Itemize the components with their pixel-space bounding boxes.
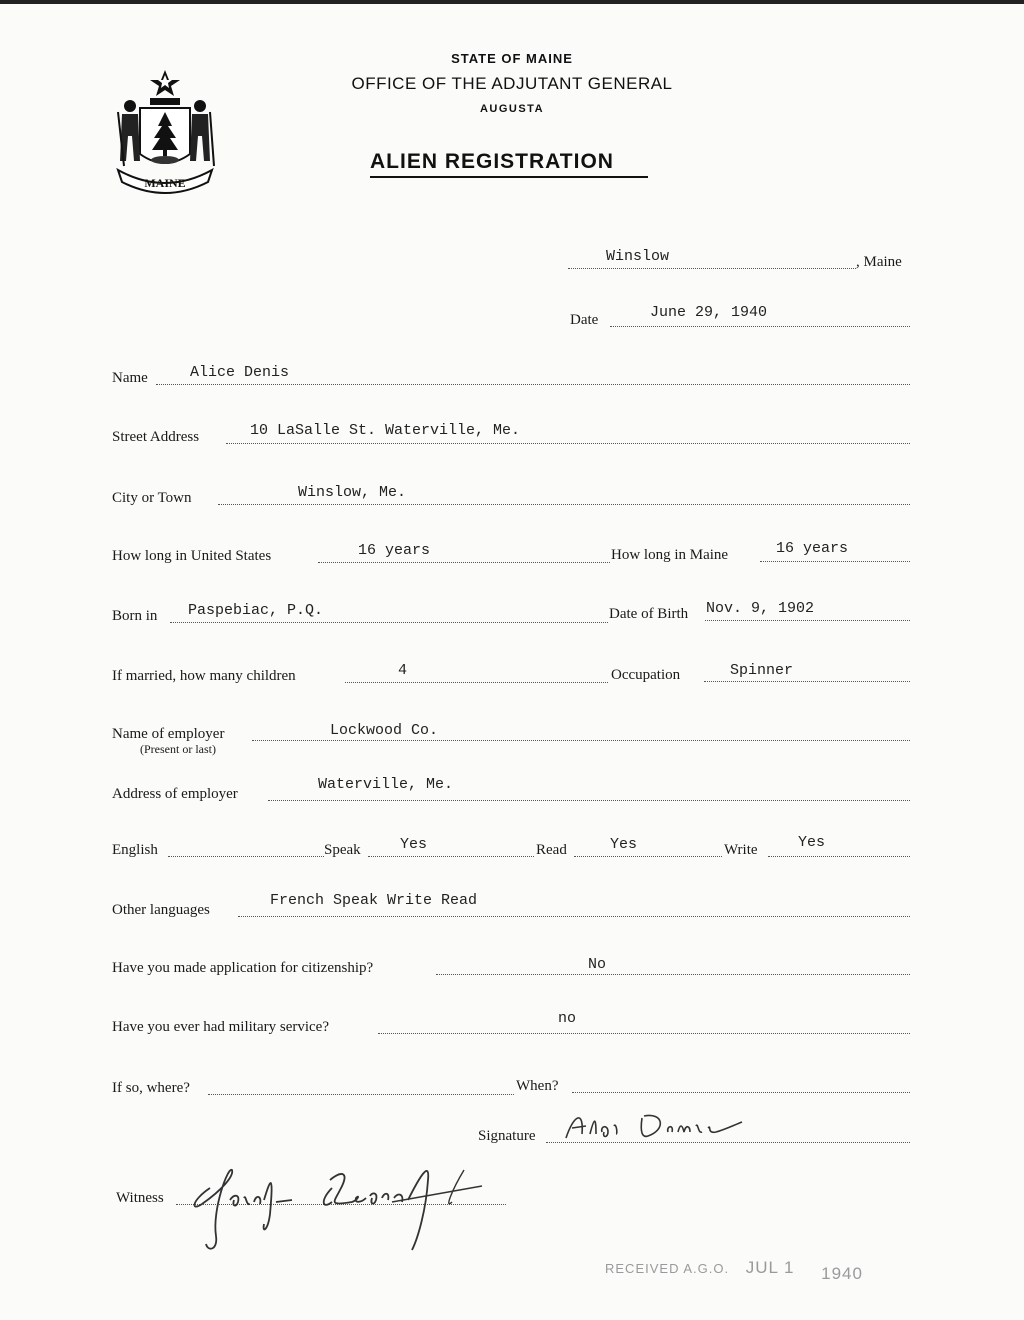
employer-value: Lockwood Co.	[330, 722, 439, 739]
speak-label: Speak	[324, 842, 361, 858]
where-line	[208, 1094, 514, 1095]
title-underline	[370, 176, 648, 178]
city-label: City or Town	[112, 490, 192, 506]
write-value: Yes	[798, 834, 826, 851]
emp-addr-line	[268, 800, 910, 801]
military-line	[378, 1033, 910, 1034]
stamp-received: RECEIVED A.G.O.	[605, 1261, 730, 1276]
english-label: English	[112, 842, 158, 858]
employer-label: Name of employer	[112, 726, 225, 742]
scan-border	[0, 0, 1024, 4]
other-line	[238, 916, 910, 917]
children-value: 4	[398, 662, 408, 679]
emp-addr-value: Waterville, Me.	[318, 776, 454, 793]
military-value: no	[558, 1010, 577, 1027]
dob-value: Nov. 9, 1902	[706, 600, 815, 617]
citizenship-label: Have you made application for citizenship?	[112, 960, 374, 976]
us-value: 16 years	[358, 542, 431, 559]
read-value: Yes	[610, 836, 638, 853]
form-title: ALIEN REGISTRATION	[370, 150, 614, 173]
read-line	[574, 856, 722, 857]
name-value: Alice Denis	[190, 364, 290, 381]
other-label: Other languages	[112, 902, 210, 918]
born-value: Paspebiac, P.Q.	[188, 602, 324, 619]
witness-signature-handwriting	[182, 1140, 502, 1260]
english-line	[168, 856, 324, 857]
when-line	[572, 1092, 910, 1093]
maine-line	[760, 561, 910, 562]
signature-label: Signature	[478, 1128, 536, 1144]
maine-label: How long in Maine	[611, 547, 729, 563]
street-line	[226, 443, 910, 444]
occupation-value: Spinner	[730, 662, 794, 679]
military-label: Have you ever had military service?	[112, 1019, 329, 1035]
date-line	[610, 326, 910, 327]
speak-value: Yes	[400, 836, 428, 853]
employer-line	[252, 740, 910, 741]
employer-sublabel: (Present or last)	[140, 742, 216, 756]
street-label: Street Address	[112, 429, 200, 445]
date-value: June 29, 1940	[650, 304, 768, 321]
other-value: French Speak Write Read	[270, 892, 478, 909]
occupation-line	[704, 681, 910, 682]
city-line	[218, 504, 910, 505]
office-heading: OFFICE OF THE ADJUTANT GENERAL	[351, 74, 673, 93]
maine-value: 16 years	[776, 540, 849, 557]
us-line	[318, 562, 610, 563]
citizenship-line	[436, 974, 910, 975]
city-heading: AUGUSTA	[479, 103, 545, 115]
when-label: When?	[516, 1078, 559, 1094]
emp-addr-label: Address of employer	[112, 786, 238, 802]
place-value: Winslow	[606, 248, 670, 265]
city-value: Winslow, Me.	[298, 484, 407, 501]
street-value: 10 LaSalle St. Waterville, Me.	[250, 422, 521, 439]
seal-text: MAINE	[144, 176, 186, 190]
received-stamp	[605, 1258, 863, 1283]
state-heading: STATE OF MAINE	[451, 51, 573, 66]
place-suffix: , Maine	[856, 254, 902, 270]
dob-line	[705, 620, 910, 621]
born-label: Born in	[112, 608, 158, 624]
us-label: How long in United States	[112, 548, 272, 564]
name-line	[156, 384, 910, 385]
date-label: Date	[570, 312, 599, 328]
speak-line	[368, 856, 534, 857]
children-line	[345, 682, 608, 683]
occupation-label: Occupation	[611, 667, 681, 683]
dob-label: Date of Birth	[609, 606, 689, 622]
signature-handwriting	[556, 1104, 756, 1148]
write-line	[768, 856, 910, 857]
born-line	[170, 622, 608, 623]
place-line	[568, 268, 856, 269]
write-label: Write	[724, 842, 758, 858]
children-label: If married, how many children	[112, 668, 296, 684]
stamp-month: JUL 1	[745, 1258, 795, 1277]
citizenship-value: No	[588, 956, 607, 973]
name-label: Name	[112, 370, 148, 386]
stamp-year: 1940	[821, 1264, 863, 1283]
witness-label: Witness	[116, 1190, 164, 1206]
where-label: If so, where?	[112, 1080, 190, 1096]
read-label: Read	[536, 842, 567, 858]
